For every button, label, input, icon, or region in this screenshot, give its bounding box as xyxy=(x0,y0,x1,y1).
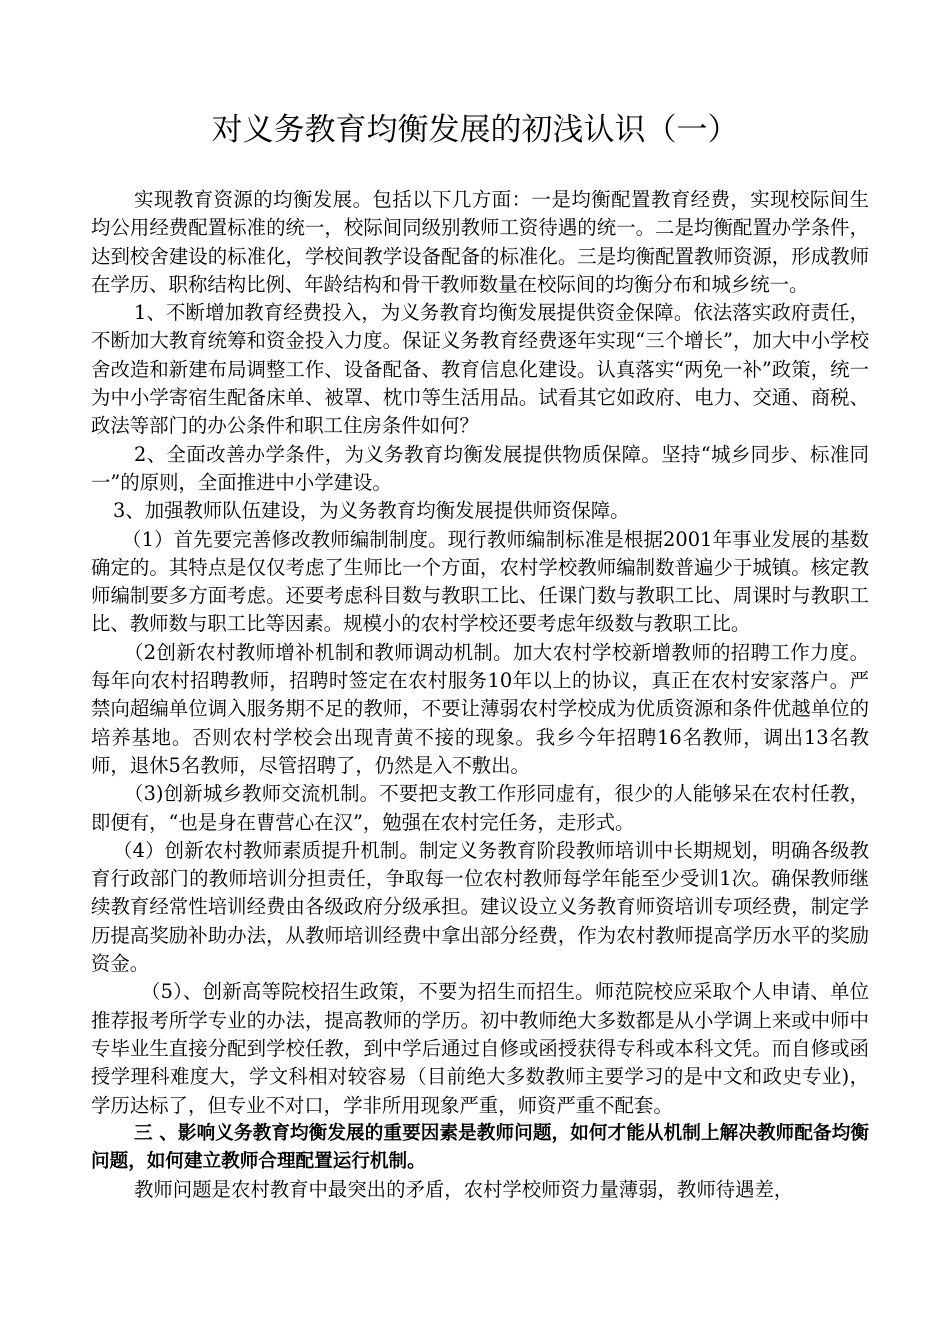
document-title: 对义务教育均衡发展的初浅认识（一） xyxy=(211,112,739,148)
paragraph-teacher-issue: 教师问题是农村教育中最突出的矛盾，农村学校师资力量薄弱，教师待遇差， xyxy=(134,1178,794,1202)
paragraph-item-1: （1）首先要完善修改教师编制制度。现行教师编制标准是根据2001年事业发展的基数确定的。其特点是仅仅考虑了生师比一个方面，农村学校教师编制数普遍少于城镇。核定教师编制要多方面考虑。还要考虑科目数与教职工比、任课门数与教职工比、周课时与教职工比、教师数与职工比等因素。规模小的农村学校还要考虑年级数与教职工比。 xyxy=(91,527,869,636)
paragraph-item-3: （3)创新城乡教师交流机制。不要把支教工作形同虚有，很少的人能够呆在农村任教，即便有，“也是身在曹营心在汉”，勉强在农村完任务，走形式。 xyxy=(91,782,869,834)
document-body xyxy=(91,186,869,1205)
paragraph-conditions: 2、全面改善办学条件，为义务教育均衡发展提供物质保障。坚持“城乡同步、标准同一”的原则，全面推进中小学建设。 xyxy=(91,442,869,494)
section-heading-three: 三 、影响义务教育均衡发展的重要因素是教师问题，如何才能从机制上解决教师配备均衡问题，如何建立教师合理配置运行机制。 xyxy=(91,1122,869,1173)
paragraph-item-4: （4）创新农村教师素质提升机制。制定义务教育阶段教师培训中长期规划，明确各级教育行政部门的教师培训分担责任，争取每一位农村教师每学年能至少受训1次。确保教师继续教育经常性培训经费由各级政府分级承担。建议设立义务教育师资培训专项经费，制定学历提高奖励补助办法，从教师培训经费中拿出部分经费，作为农村教师提高学历水平的奖励资金。 xyxy=(91,838,869,976)
paragraph-funding: 1、不断增加教育经费投入，为义务教育均衡发展提供资金保障。依法落实政府责任，不断加大教育统筹和资金投入力度。保证义务教育经费逐年实现“三个增长”，加大中小学校舍改造和新建布局调整工作、设备配备、教育信息化建设。认真落实“两免一补”政策，统一为中小学寄宿生配备床单、被罩、枕巾等生活用品。试看其它如政府、电力、交通、商税、政法等部门的办公条件和职工住房条件如何？ xyxy=(91,301,869,438)
paragraph-item-5: （5）、创新高等院校招生政策，不要为招生而招生。师范院校应采取个人申请、单位推荐报考所学专业的办法，提高教师的学历。初中教师绝大多数都是从小学调上来或中师中专毕业生直接分配到学校任教，到中学后通过自修或函授获得专科或本科文凭。而自修或函授学理科难度大，学文科相对较容易（目前绝大多数教师主要学习的是中文和政史专业)，学历达标了，但专业不对口，学非所用现象严重，师资严重不配套。 xyxy=(91,980,869,1117)
paragraph-item-2: （2创新农村教师增补机制和教师调动机制。加大农村学校新增教师的招聘工作力度。每年向农村招聘教师，招聘时签定在农村服务10年以上的协议，真正在农村安家落户。严禁向超编单位调入服务期不足的教师，不要让薄弱农村学校成为优质资源和条件优越单位的培养基地。否则农村学校会出现青黄不接的现象。我乡今年招聘16名教师，调出13名教师，退休5名教师，尽管招聘了，仍然是入不敷出。 xyxy=(91,640,869,777)
paragraph-intro: 实现教育资源的均衡发展。包括以下几方面：一是均衡配置教育经费，实现校际间生均公用经费配置标准的统一，校际间同级别教师工资待遇的统一。二是均衡配置办学条件，达到校舍建设的标准化，学校间教学设备配备的标准化。三是均衡配置教师资源，形成教师在学历、职称结构比例、年龄结构和骨干教师数量在校际间的均衡分布和城乡统一。 xyxy=(91,188,869,296)
paragraph-teachers: 3、加强教师队伍建设，为义务教育均衡发展提供师资保障。 xyxy=(113,499,630,523)
